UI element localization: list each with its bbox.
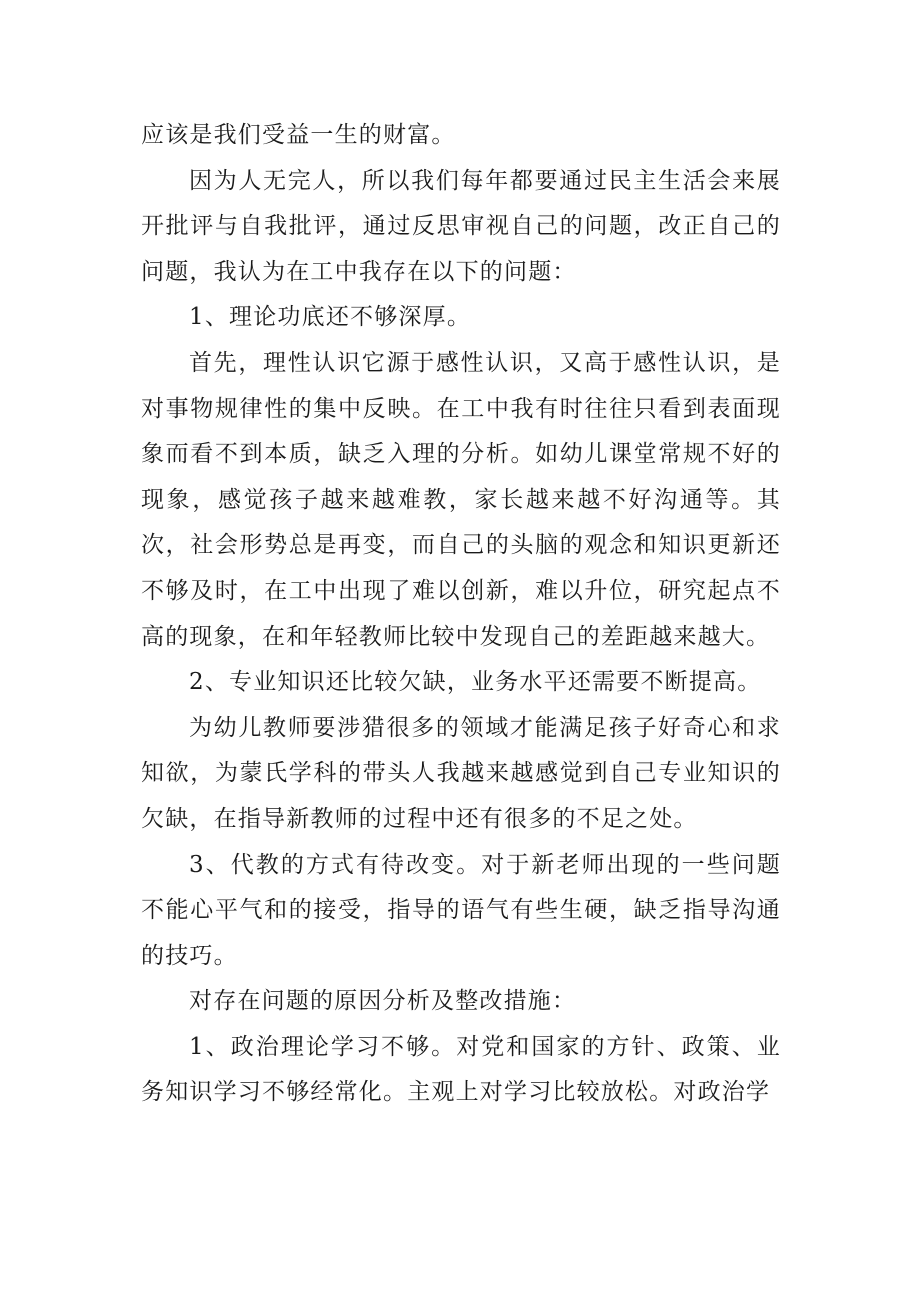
paragraph-0: 应该是我们受益一生的财富。	[141, 122, 456, 148]
paragraph-3: 首先，理性认识它源于感性认识，又高于感性认识，是对事物规律性的集中反映。在工中我有时往往只看到表面现象而看不到本质，缺乏入理的分析。如幼儿课堂常规不好的现象，感觉孩子越来越难教，家长越来越不好沟通等。其次，社会形势总是再变，而自己的头脑的观念和知识更新还不够及时，在工中出现了难以创新，难以升位，研究起点不高的现象，在和年轻教师比较中发现自己的差距越来越大。	[141, 349, 781, 650]
paragraph-5: 为幼儿教师要涉猎很多的领域才能满足孩子好奇心和求知欲，为蒙氏学科的带头人我越来越感觉到自己专业知识的欠缺，在指导新教师的过程中还有很多的不足之处。	[141, 714, 781, 832]
paragraph-8: 1、政治理论学习不够。对党和国家的方针、政策、业务知识学习不够经常化。主观上对学习比较放松。对政治学	[141, 1033, 781, 1106]
document-body	[141, 113, 781, 1116]
paragraph-4: 2、专业知识还比较欠缺，业务水平还需要不断提高。	[189, 669, 762, 696]
paragraph-2: 1、理论功底还不够深厚。	[189, 304, 472, 331]
paragraph-6: 3、代教的方式有待改变。对于新老师出现的一些问题不能心平气和的接受，指导的语气有些生硬，缺乏指导沟通的技巧。	[141, 851, 781, 969]
paragraph-7: 对存在问题的原因分析及整改措施：	[189, 988, 577, 1015]
paragraph-1: 因为人无完人，所以我们每年都要通过民主生活会来展开批评与自我批评，通过反思审视自己的问题，改正自己的问题，我认为在工中我存在以下的问题：	[141, 167, 781, 285]
